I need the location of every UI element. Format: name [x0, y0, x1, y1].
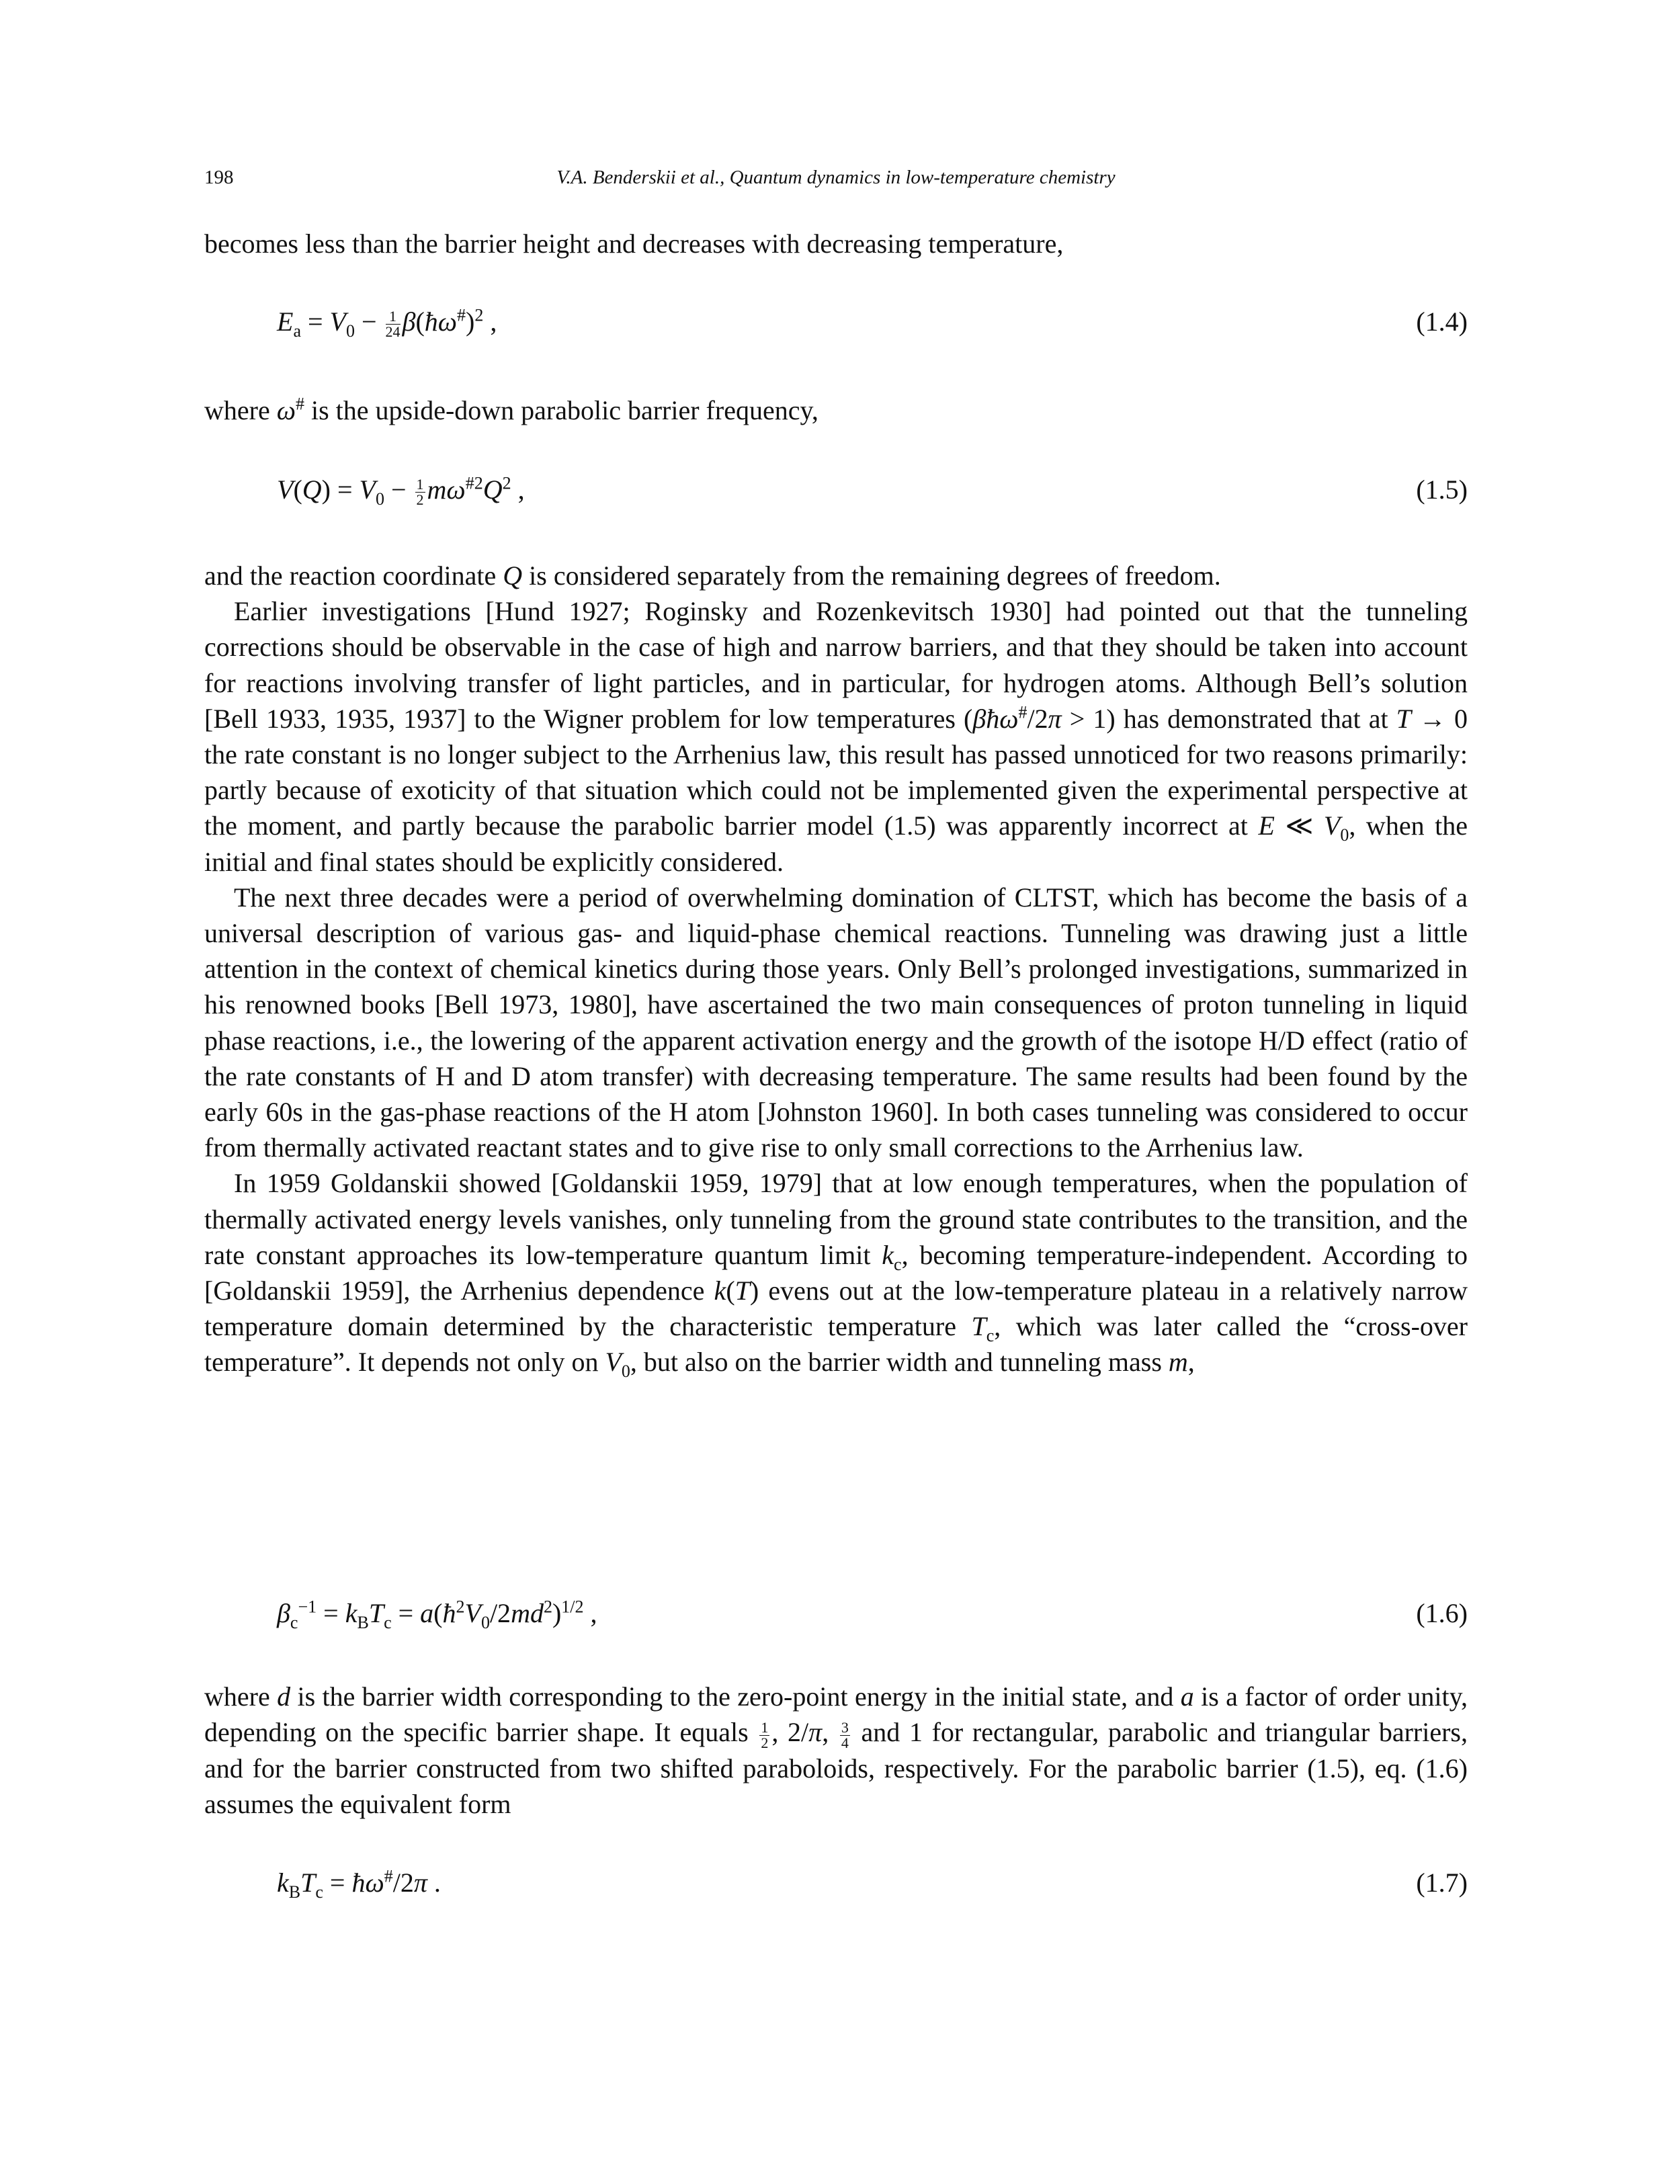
running-head: V.A. Benderskii et al., Quantum dynamics in low-temperature chemistry: [556, 167, 1116, 188]
paragraph-4: Earlier investigations [Hund 1927; Roginsky and Rozenkevitsch 1930] had pointed out that the tunneling corrections should be observable in the case of high and narrow barriers, and that they should be taken into account for reactions involving transfer of light particles, and in particular, for hydrogen atoms. Although Bell’s solution [Bell 1933, 1935, 1937] to the Wigner problem for low temperatures (βħω#/2π > 1) has demonstrated that at T → 0 the rate constant is no longer subject to the Arrhenius law, this result has passed unnoticed for two reasons primarily: partly because of exoticity of that situation which could not be implemented given the experimental perspective at the moment, and partly because the parabolic barrier model (1.5) was apparently incorrect at E ≪ $V_0$, when the initial and final states should be explicitly considered.: [204, 596, 1468, 877]
paragraph-text: , but also on the barrier width and tunneling mass: [630, 1347, 1162, 1378]
paragraph-text: where: [204, 1681, 270, 1712]
paragraph-6: In 1959 Goldanskii showed [Goldanskii 1959, 1979] that at low enough temperatures, when the population of thermally activated energy levels vanishes, only tunneling from the ground state contributes to the transition, and the rate constant approaches its low-temperature quantum limit $k_c$, becoming temperature-independent. According to [Goldanskii 1959], the Arrhenius dependence k(T) evens out at the low-temperature plateau in a relatively narrow temperature domain determined by the characteristic temperature $T_c$, which was later called the “cross-over temperature”. It depends not only on $V_0$, but also on the barrier width and tunneling mass m,: [204, 1168, 1468, 1382]
paragraph-text: is the upside-down parabolic barrier frequency,: [310, 395, 818, 425]
paragraph-text: evens out at the low-temperature plateau in a relatively narrow temperature domain determined by the characteristic temperature: [204, 1275, 1468, 1342]
paragraph-text: is the barrier width corresponding to the zero-point energy in the initial state, and: [297, 1681, 1174, 1712]
paragraph-2: where ω# is the upside-down parabolic barrier frequency,: [204, 394, 818, 425]
equation-1-4: [204, 306, 1468, 346]
main-text-block-1: [204, 558, 1468, 1380]
equation-number: (1.7): [1416, 1867, 1468, 1898]
paragraph-text: , when the initial and final states should be explicitly considered.: [204, 810, 1468, 877]
paragraph-text: and 1 for rectangular, parabolic and triangular barriers, and for the barrier constructed from two shifted paraboloids, respectively. For the parabolic barrier (1.5), eq. (1.6) assumes the equivalent form: [204, 1717, 1468, 1819]
paragraph-5: The next three decades were a period of overwhelming domination of CLTST, which has become the basis of a universal description of various gas- and liquid-phase chemical reactions. Tunneling was drawing just a little attention in the context of chemical kinetics during those years. Only Bell’s prolonged investigations, summarized in his renowned books [Bell 1973, 1980], have ascertained the two main consequences of proton tunneling in liquid phase reactions, i.e., the lowering of the apparent activation energy and the growth of the isotope H/D effect (ratio of the rate constants of H and D atom transfer) with decreasing temperature. The same results had been found by the early 60s in the gas-phase reactions of the H atom [Johnston 1960]. In both cases tunneling was considered to occur from thermally activated reactant states and to give rise to only small corrections to the Arrhenius law.: [204, 882, 1468, 1163]
equation-formula: $V(Q) = V_0$ − $\frac{1}{2}$ $m\omega^{\#2}Q^2$ ,: [277, 473, 525, 509]
paragraph-text: In 1959 Goldanskii showed [Goldanskii 1959, 1979] that at low enough temperatures, when the population of thermally activated energy levels vanishes, only tunneling from the ground state contributes to the transition, and the rate constant approaches its low-temperature quantum limit: [204, 1168, 1468, 1270]
paragraph-text: , which was later called the “cross-over temperature”. It depends not only on: [204, 1311, 1468, 1378]
equation-1-5: [204, 474, 1468, 514]
equation-number: (1.6): [1416, 1598, 1468, 1628]
paragraph-text: is considered separately from the remaining degrees of freedom.: [529, 560, 1221, 591]
equation-number: (1.5): [1416, 474, 1468, 505]
equation-1-7: [204, 1867, 1468, 1907]
paragraph-text: where: [204, 395, 270, 425]
paragraph-7: where d is the barrier width corresponding to the zero-point energy in the initial state, and a is a factor of order unity, depending on the specific barrier shape. It equals $\frac{1}{2}$ , 2/π, $\frac{3}{4}$ and 1 for rectangular, parabolic and triangular barriers, and for the barrier constructed from two shifted paraboloids, respectively. For the parabolic barrier (1.5), eq. (1.6) assumes the equivalent form: [204, 1681, 1468, 1819]
paragraph-text: Earlier investigations [Hund 1927; Roginsky and Rozenkevitsch 1930] had pointed out that the tunneling corrections should be observable in the case of high and narrow barriers, and that they should be taken into account for reactions involving transfer of light particles, and in particular, for hydrogen atoms. Although Bell’s solution [Bell 1933, 1935, 1937] to the Wigner problem for low temperatures (: [204, 596, 1468, 734]
paragraph-text: , becoming temperature-independent. According to [Goldanskii 1959], the Arrhenius dependence: [204, 1239, 1468, 1306]
equation-formula: $\beta_c^{-1} = k_BT_c$ = $a(ħ^2V_0/2md^2)^{1/2}$ ,: [277, 1597, 597, 1632]
page-number: 198: [204, 167, 234, 188]
equation-1-6: [204, 1597, 1468, 1638]
paragraph-1: [204, 226, 1468, 261]
paragraph-text: ) has demonstrated that at: [1106, 703, 1388, 734]
equation-formula: $k_BT_c$ = ħω#/2π .: [277, 1866, 441, 1902]
equation-number: (1.4): [1416, 306, 1468, 337]
page-header: [204, 161, 1468, 202]
paragraph-3: and the reaction coordinate Q is considered separately from the remaining degrees of freedom.: [204, 560, 1221, 591]
paragraph-text: ,: [1187, 1347, 1195, 1378]
paragraph-text: becomes less than the barrier height and decreases with decreasing temperature,: [204, 228, 1064, 259]
equation-formula: $E_a = V_0$ − $\frac{1}{24}$ β(ħω#)$^2$ ,: [277, 305, 497, 341]
paragraph-text: and the reaction coordinate: [204, 560, 497, 591]
paragraph-text: the rate constant is no longer subject to the Arrhenius law, this result has passed unnoticed for two reasons primarily: partly because of exoticity of that situation which could not be implemented given the experimental perspective at the moment, and partly because the parabolic barrier model (1.5) was apparently incorrect at: [204, 739, 1468, 841]
paragraph-text: is a factor of order unity, depending on the specific barrier shape. It equals: [204, 1681, 1468, 1748]
